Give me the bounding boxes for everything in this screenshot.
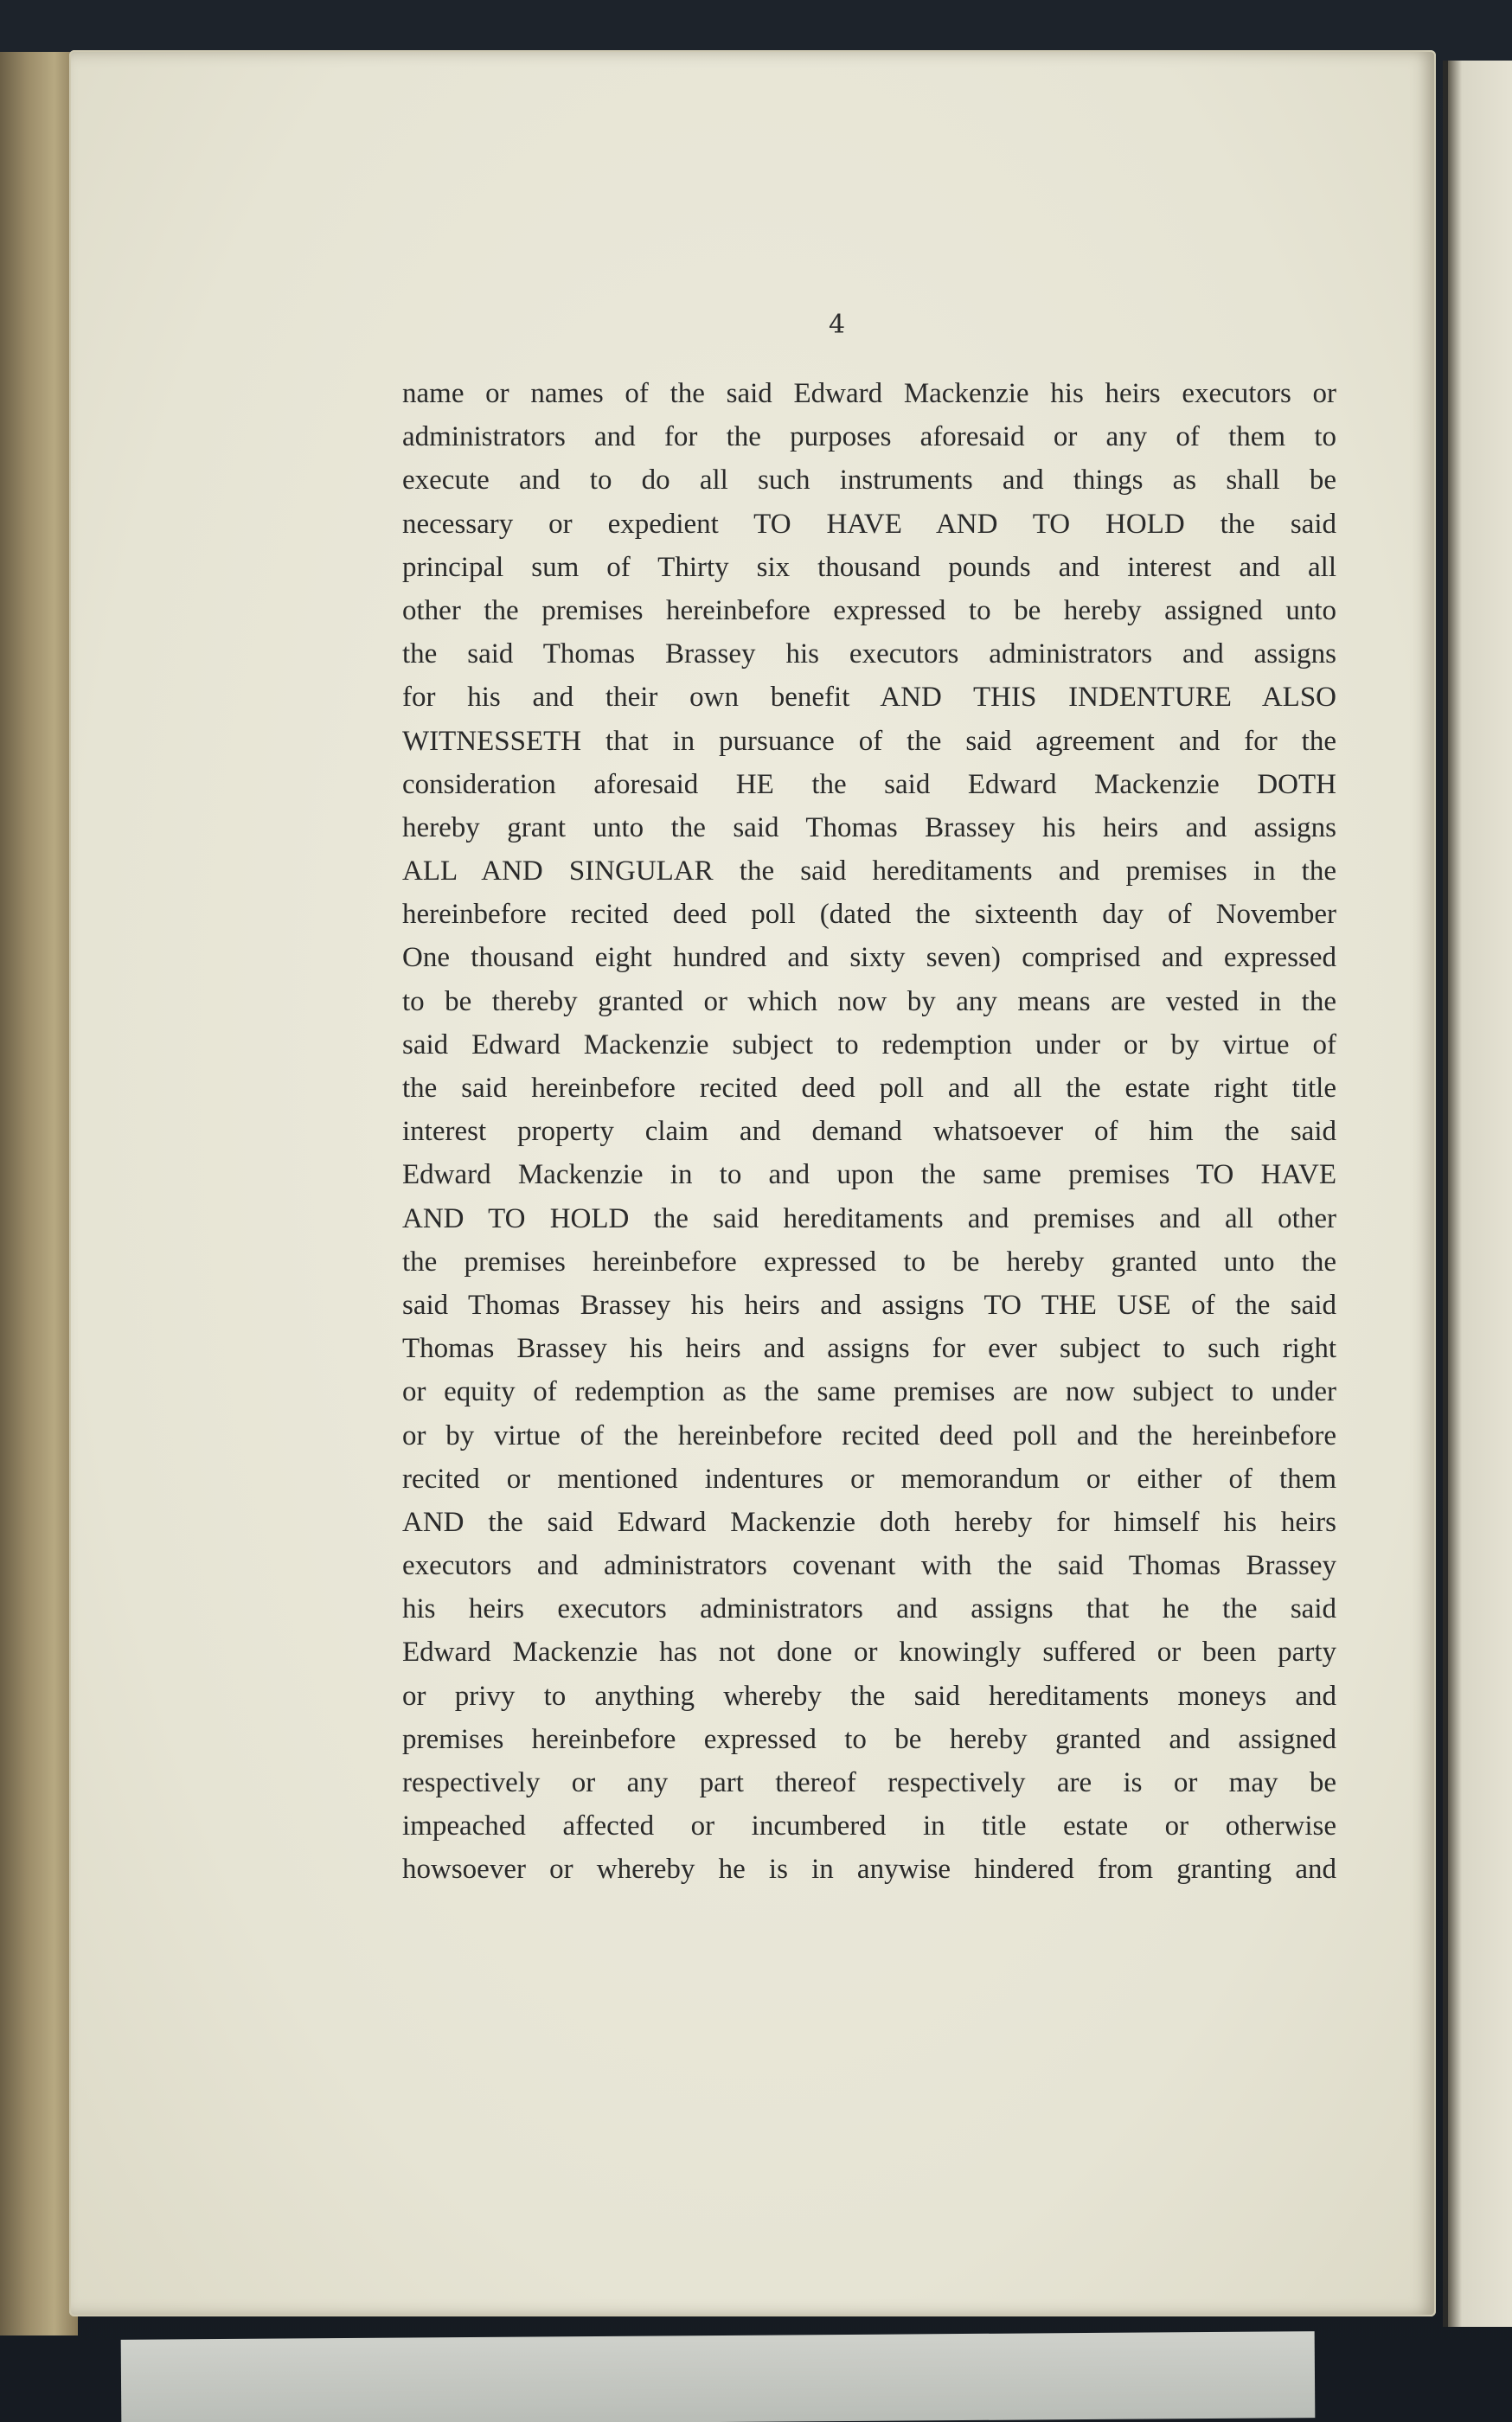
text-line: the said Thomas Brassey his executors administrators and assigns — [402, 638, 1336, 670]
text-line: the said hereinbefore recited deed poll and all the estate right title — [402, 1073, 1336, 1104]
page-number: 4 — [828, 310, 846, 340]
text-line: for his and their own benefit AND THIS INDENTURE ALSO — [402, 682, 1336, 714]
text-line: to be thereby granted or which now by any means are vested in the — [402, 985, 1336, 1017]
text-line: consideration aforesaid HE the said Edward Mackenzie DOTH — [402, 768, 1336, 800]
text-line: impeached affected or incumbered in title estate or otherwise — [402, 1810, 1336, 1842]
text-line: howsoever or whereby he is in anywise hindered from granting and — [402, 1854, 1336, 1886]
text-line: Thomas Brassey his heirs and assigns for ever subject to such right — [402, 1333, 1336, 1365]
text-line: other the premises hereinbefore expressed to be hereby assigned unto — [402, 594, 1336, 626]
text-line: or by virtue of the hereinbefore recited deed poll and the hereinbefore — [402, 1419, 1336, 1451]
text-line: or privy to anything whereby the said hereditaments moneys and — [402, 1680, 1336, 1712]
text-line: AND the said Edward Mackenzie doth hereby for himself his heirs — [402, 1506, 1336, 1538]
text-line: the premises hereinbefore expressed to be hereby granted unto the — [402, 1246, 1336, 1278]
text-line: premises hereinbefore expressed to be hereby granted and assigned — [402, 1723, 1336, 1755]
text-line: interest property claim and demand whatsoever of him the said — [402, 1116, 1336, 1148]
text-line: AND TO HOLD the said hereditaments and premises and all other — [402, 1202, 1336, 1234]
text-line: said Thomas Brassey his heirs and assigns TO THE USE of the said — [402, 1289, 1336, 1321]
text-line: Edward Mackenzie has not done or knowingly suffered or been party — [402, 1637, 1336, 1669]
text-line: or equity of redemption as the same premises are now subject to under — [402, 1376, 1336, 1408]
text-line: respectively or any part thereof respectively are is or may be — [402, 1767, 1336, 1798]
text-line: hereinbefore recited deed poll (dated the sixteenth day of November — [402, 899, 1336, 931]
text-line: recited or mentioned indentures or memorandum or either of them — [402, 1463, 1336, 1495]
text-line: One thousand eight hundred and sixty seven) comprised and expressed — [402, 942, 1336, 974]
paper-scrap — [121, 2331, 1316, 2422]
text-line: said Edward Mackenzie subject to redemption under or by virtue of — [402, 1028, 1336, 1060]
text-line: hereby grant unto the said Thomas Brassey his heirs and assigns — [402, 811, 1336, 843]
body-text — [402, 372, 1336, 1892]
next-page-edge — [1443, 61, 1512, 2327]
document-page — [69, 50, 1436, 2316]
text-line: principal sum of Thirty six thousand pounds and interest and all — [402, 551, 1336, 583]
text-line: ALL AND SINGULAR the said hereditaments and premises in the — [402, 855, 1336, 887]
text-line: necessary or expedient TO HAVE AND TO HOLD the said — [402, 508, 1336, 540]
text-line: name or names of the said Edward Mackenzie his heirs executors or — [402, 378, 1336, 409]
book-spine-edge — [0, 52, 78, 2336]
text-line: his heirs executors administrators and assigns that he the said — [402, 1593, 1336, 1625]
text-line: execute and to do all such instruments and things as shall be — [402, 465, 1336, 497]
text-line: executors and administrators covenant with the said Thomas Brassey — [402, 1550, 1336, 1582]
text-line: administrators and for the purposes aforesaid or any of them to — [402, 421, 1336, 453]
text-line: Edward Mackenzie in to and upon the same premises TO HAVE — [402, 1159, 1336, 1191]
text-line: WITNESSETH that in pursuance of the said agreement and for the — [402, 725, 1336, 757]
